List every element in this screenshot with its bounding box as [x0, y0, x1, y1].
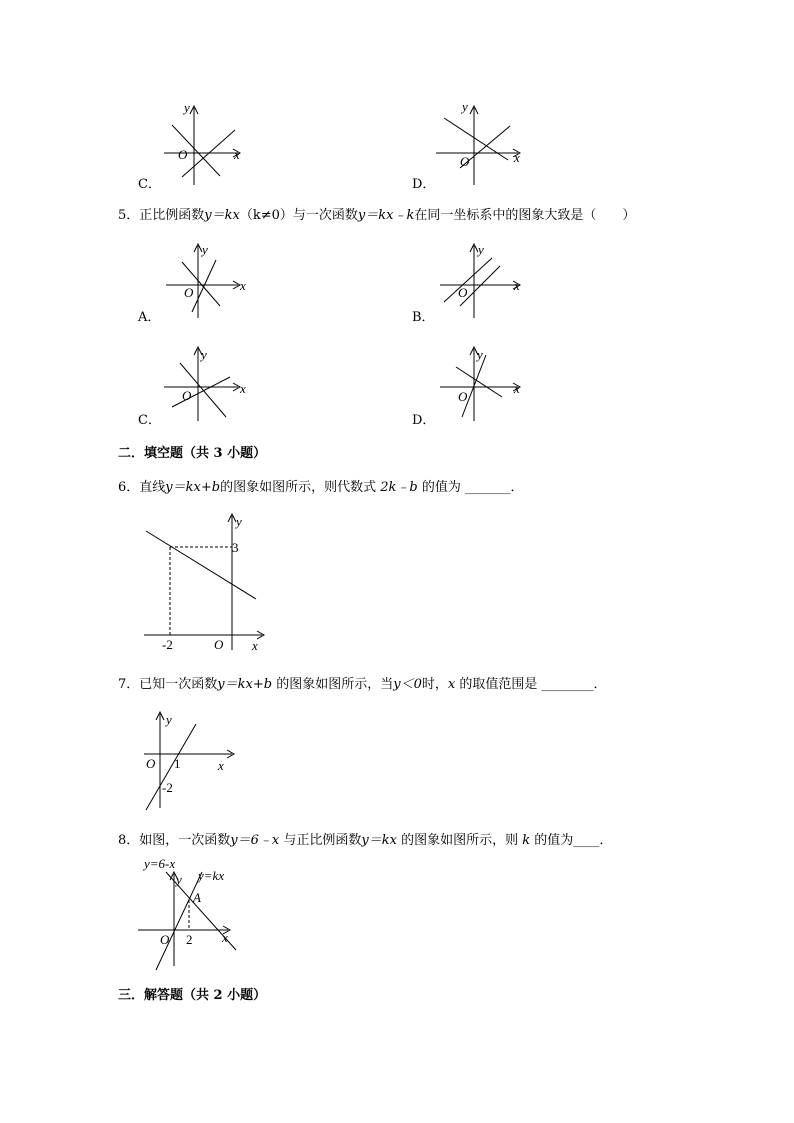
question-number: 6． — [118, 480, 140, 495]
question-text: 已知一次函数 — [139, 677, 218, 692]
question-number: 7． — [118, 677, 140, 692]
y-label: y — [477, 347, 483, 362]
condition: （k≠0） — [239, 208, 293, 223]
origin-label: O — [184, 285, 194, 300]
x-label: x — [222, 930, 228, 945]
option-c-label: C． — [138, 177, 161, 192]
x-label: x — [514, 150, 520, 165]
origin-label: O — [458, 285, 468, 300]
x-label: x — [514, 381, 520, 396]
y-label: y — [478, 242, 484, 257]
graph-5a — [160, 240, 260, 320]
line-label-1: y=6-x — [144, 856, 176, 871]
expression: 2k﹣b — [380, 480, 418, 495]
question-text: 的图象如图所示，则代数式 — [220, 480, 377, 495]
question-text: 正比例函数 — [139, 208, 205, 223]
question-5 — [118, 208, 635, 224]
y-label: y — [166, 712, 172, 727]
x-label: x — [240, 278, 246, 293]
question-number: 5． — [118, 208, 140, 223]
question-text: 与正比例函数 — [283, 833, 362, 848]
line-1 — [444, 118, 508, 160]
question-text: 的值为 — [534, 833, 574, 848]
equation: y＝kx+b — [165, 480, 221, 495]
tick-label-x: 2 — [186, 932, 193, 947]
tick-label-x: 1 — [174, 756, 181, 771]
graph-prev-c — [160, 98, 260, 188]
option-b-label: B． — [412, 310, 435, 325]
equation: y＝6﹣x — [230, 833, 280, 848]
question-number: 8． — [118, 833, 140, 848]
x-label: x — [252, 638, 258, 653]
question-text: 的值为 — [421, 480, 461, 495]
question-7 — [118, 677, 607, 693]
y-label: y — [202, 242, 208, 257]
graph-5b — [430, 240, 530, 320]
equation: y＝kx — [361, 833, 397, 848]
y-label: y — [176, 872, 182, 887]
graph-5c — [160, 345, 260, 425]
graph-line — [146, 531, 256, 599]
question-text: 的图象如图所示，则 — [401, 833, 519, 848]
y-label: y — [236, 514, 242, 529]
origin-label: O — [178, 147, 188, 162]
x-label: x — [218, 758, 224, 773]
graph-5d — [430, 345, 530, 425]
answer-blank[interactable]: _______． — [465, 480, 524, 495]
line-1 — [444, 258, 492, 302]
point-label: A — [193, 890, 201, 905]
x-label: x — [240, 381, 246, 396]
equation: y＝kx+b — [217, 677, 273, 692]
graph-8 — [136, 854, 256, 979]
question-text: 在同一坐标系中的图象大致是（ ） — [414, 208, 636, 223]
origin-label: O — [214, 637, 224, 652]
question-text: 时， — [421, 677, 448, 692]
origin-label: O — [160, 932, 170, 947]
tick-label-x: -2 — [162, 637, 173, 652]
question-6 — [118, 480, 524, 496]
x-label: x — [234, 147, 240, 162]
origin-label: O — [458, 389, 468, 404]
tick-label-y: -2 — [162, 780, 173, 795]
y-label: y — [201, 347, 207, 362]
equation: y＝kx﹣k — [357, 208, 415, 223]
section-title: 三．解答题（共 2 小题） — [118, 988, 267, 1003]
equation: y＝kx — [204, 208, 240, 223]
line-2 — [172, 377, 230, 407]
graph-6 — [140, 510, 280, 660]
graph-7 — [140, 708, 250, 818]
graph-prev-d — [430, 98, 530, 188]
line-label-2: y=kx — [198, 868, 225, 883]
origin-label: O — [182, 388, 192, 403]
question-text: 的图象如图所示，当 — [276, 677, 394, 692]
question-text: 如图，一次函数 — [139, 833, 231, 848]
option-d-label: D． — [412, 177, 436, 192]
y-label: y — [462, 99, 468, 114]
variable: x — [447, 677, 456, 692]
question-text: 与一次函数 — [292, 208, 358, 223]
question-8 — [118, 833, 612, 849]
origin-label: O — [146, 756, 156, 771]
tick-label-y: 3 — [232, 540, 239, 555]
x-label: x — [514, 278, 520, 293]
question-text: 直线 — [139, 480, 166, 495]
section-title: 二．填空题（共 3 小题） — [118, 446, 267, 461]
question-text: 的取值范围是 — [459, 677, 538, 692]
y-label: y — [184, 100, 190, 115]
condition: y＜0 — [393, 677, 422, 692]
option-d-label: D． — [412, 413, 436, 428]
answer-blank[interactable]: ________． — [541, 677, 607, 692]
origin-label: O — [460, 154, 470, 169]
option-c-label: C． — [138, 413, 161, 428]
variable: k — [522, 833, 531, 848]
answer-blank[interactable]: ____． — [573, 833, 613, 848]
option-a-label: A． — [138, 310, 161, 325]
line-2 — [192, 260, 216, 312]
